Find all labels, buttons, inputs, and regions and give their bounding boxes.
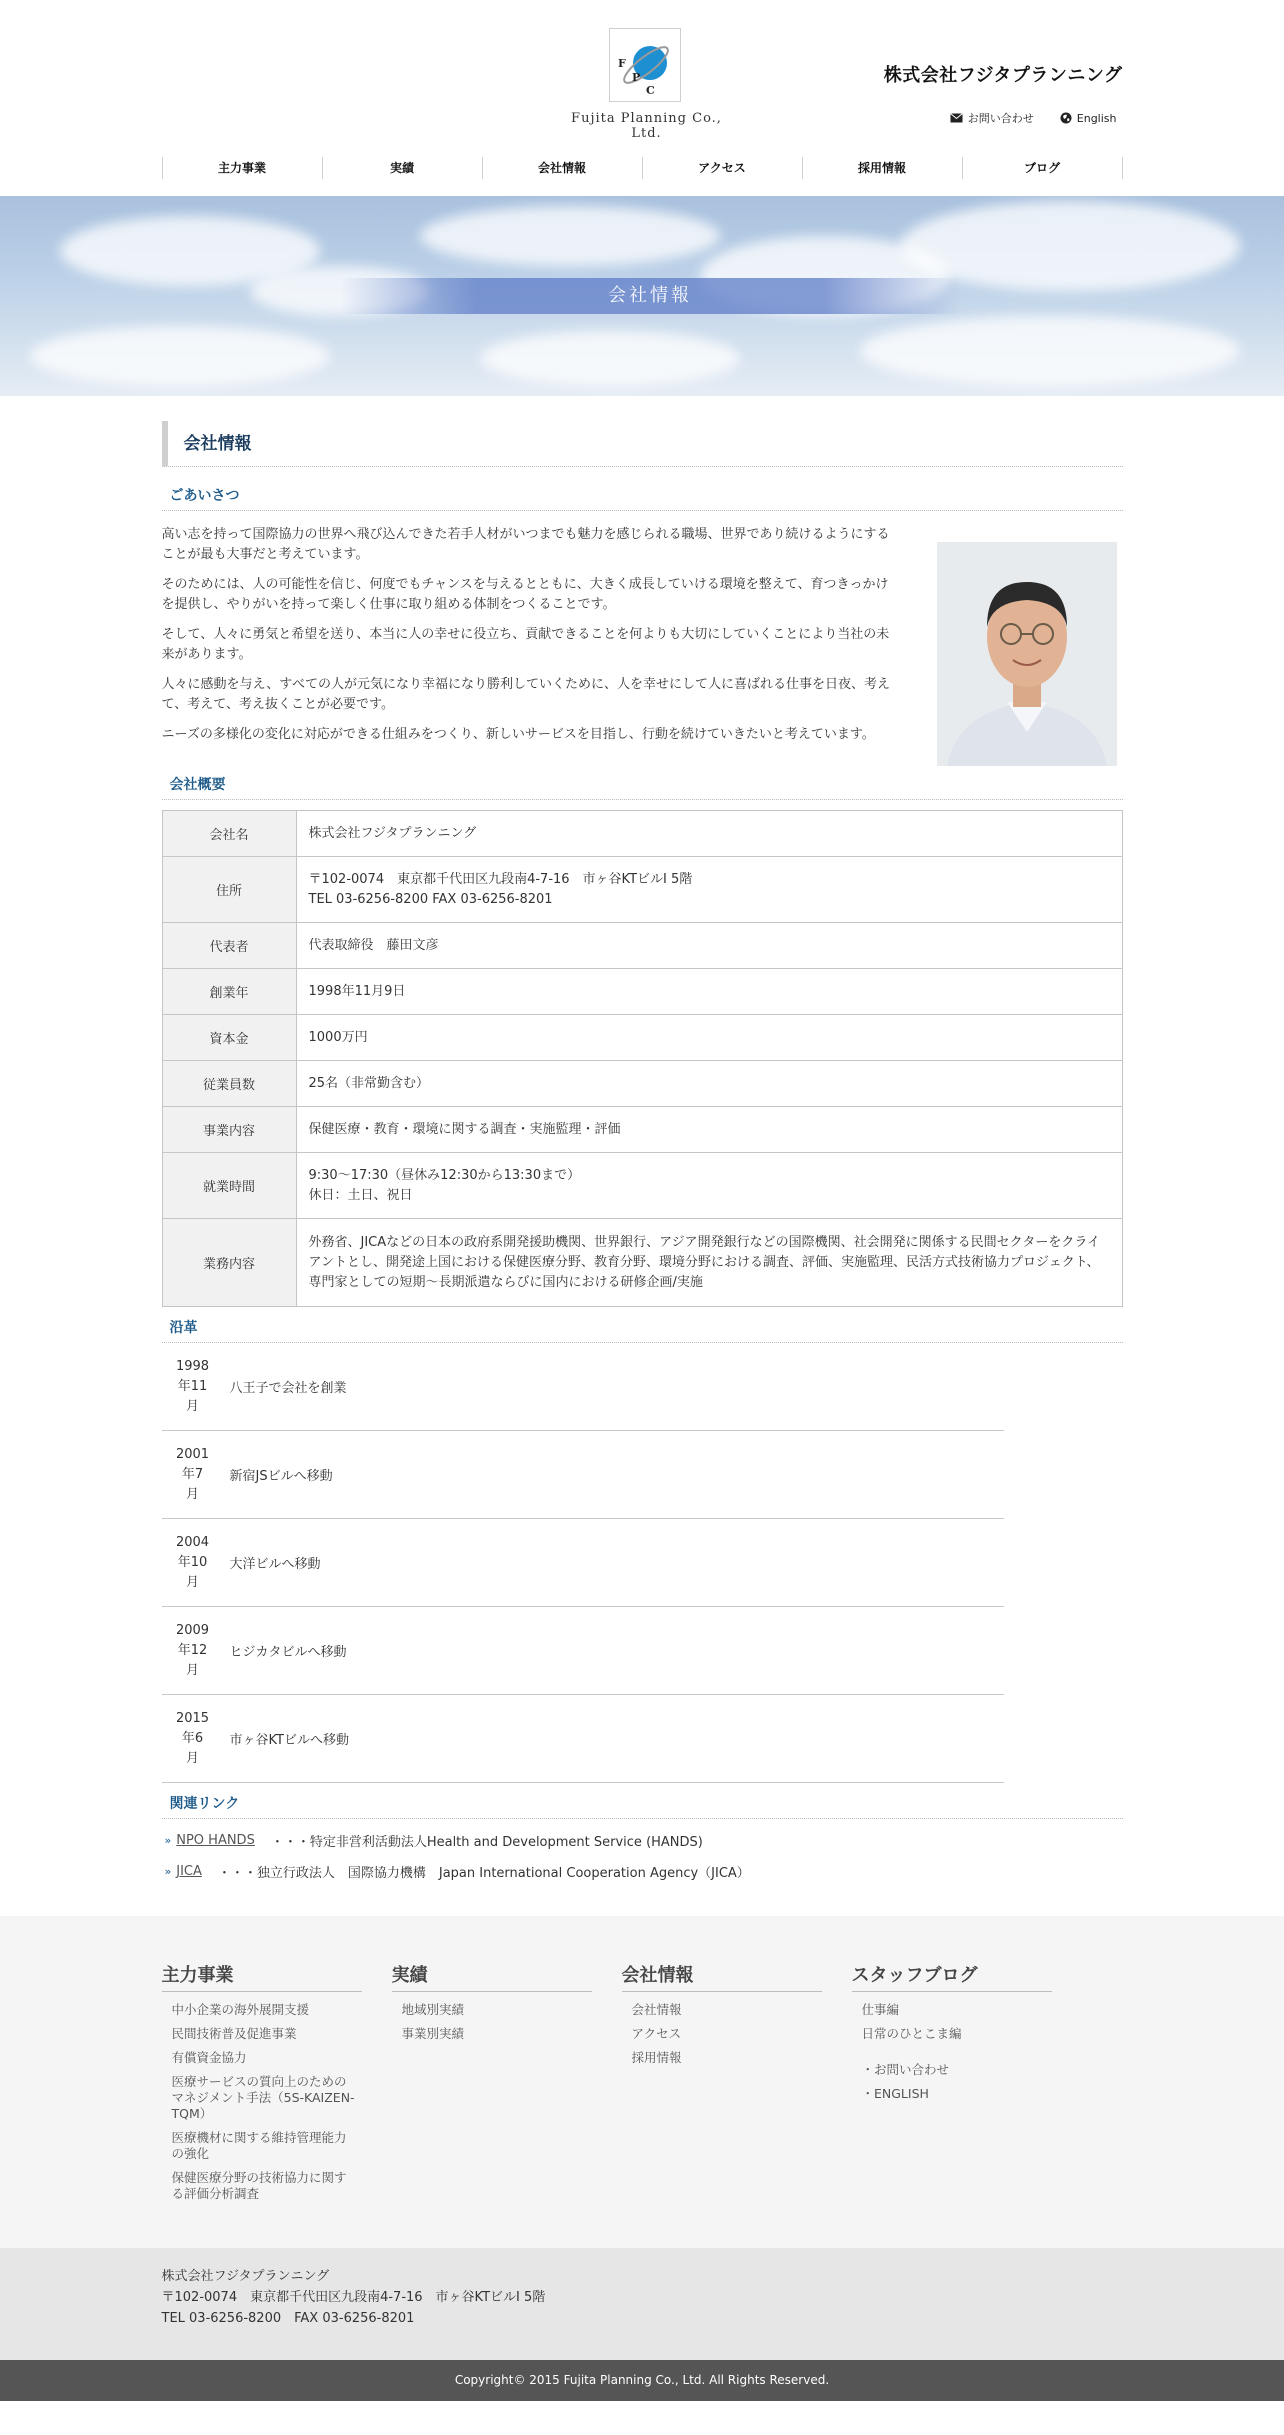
site-header (162, 0, 1123, 196)
nav-item-access[interactable]: アクセス (642, 157, 802, 179)
row-value: 株式会社フジタプランニング (296, 811, 1122, 857)
footer-column-title: スタッフブログ (852, 1961, 1052, 1992)
globe-icon (1060, 112, 1072, 124)
row-label: 創業年 (162, 969, 296, 1015)
footer-column-title: 主力事業 (162, 1961, 362, 1992)
footer-link[interactable]: 日常のひとこま編 (861, 2026, 962, 2041)
main-content (162, 396, 1123, 1881)
table-row (162, 1061, 1122, 1107)
footer-link-contact[interactable]: ・お問い合わせ (861, 2062, 950, 2077)
footer-tel-line: TEL 03-6256-8200 FAX 03-6256-8201 (161, 2311, 415, 2326)
row-value: 1000万円 (296, 1015, 1122, 1061)
english-label: English (1076, 111, 1117, 125)
footer-link[interactable]: 有償資金協力 (171, 2050, 247, 2065)
double-chevron-icon: » (164, 1834, 172, 1847)
english-link[interactable] (1060, 110, 1117, 126)
company-profile-table (162, 810, 1123, 1307)
footer-link[interactable]: 事業別実績 (401, 2026, 465, 2041)
nav-item-recruit[interactable]: 採用情報 (802, 157, 962, 179)
contact-label: お問い合わせ (967, 112, 1034, 125)
link-npo-hands[interactable]: NPO HANDS (176, 1833, 255, 1848)
row-label: 就業時間 (162, 1153, 296, 1219)
footer-company-name: 株式会社フジタプランニング (161, 2269, 330, 2284)
table-row (162, 923, 1122, 969)
footer-link[interactable]: 地域別実績 (401, 2002, 465, 2017)
list-item (162, 1695, 1004, 1783)
row-label: 資本金 (162, 1015, 296, 1061)
footer-column-results (392, 1961, 622, 2210)
president-portrait (937, 542, 1117, 766)
row-label: 代表者 (162, 923, 296, 969)
history-text: 新宿JSビルへ移動 (229, 1469, 333, 1484)
footer-link[interactable]: 採用情報 (631, 2050, 682, 2065)
history-date: 2015 年6 月 (175, 1710, 210, 1766)
history-date: 2001 年7 月 (175, 1446, 210, 1502)
header-utility-links (950, 110, 1117, 126)
greeting-text (162, 525, 892, 766)
logo-text: Fujita Planning Co., Ltd. (571, 111, 722, 141)
row-label: 業務内容 (162, 1219, 296, 1307)
portrait-image (937, 542, 1117, 766)
company-logo[interactable] (609, 28, 681, 102)
overview-title: 会社概要 (162, 774, 1123, 800)
row-value: 25名（非常勤含む） (296, 1061, 1122, 1107)
footer-link[interactable]: 仕事編 (861, 2002, 900, 2017)
row-value: 1998年11月9日 (296, 969, 1122, 1015)
links-title: 関連リンク (162, 1793, 1123, 1819)
footer-link[interactable]: 会社情報 (631, 2002, 682, 2017)
global-nav (162, 157, 1123, 179)
row-value: 9:30～17:30（昼休み12:30から13:30まで） 休日：土日、祝日 (296, 1153, 1122, 1219)
logo-icon (610, 29, 682, 103)
copyright: Copyright© 2015 Fujita Planning Co., Ltd. All Rights Reserved. (0, 2360, 1284, 2401)
svg-text:C: C (645, 84, 655, 97)
list-item (162, 1431, 1004, 1519)
row-label: 事業内容 (162, 1107, 296, 1153)
page-title: 会社情報 (162, 421, 1123, 467)
nav-item-results[interactable]: 実績 (322, 157, 482, 179)
table-row (162, 1219, 1122, 1307)
row-value: 代表取締役 藤田文彦 (296, 923, 1122, 969)
header-company-name: 株式会社フジタプランニング (883, 65, 1123, 86)
table-row (162, 811, 1122, 857)
history-text: 大洋ビルへ移動 (229, 1557, 321, 1572)
footer-column-business (162, 1961, 392, 2210)
table-row (162, 969, 1122, 1015)
footer-address-line: 〒102-0074 東京都千代田区九段南4-7-16 市ヶ谷KTビルI 5階 (161, 2290, 546, 2305)
link-jica[interactable]: JICA (176, 1864, 202, 1879)
row-value: 保健医療・教育・環境に関する調査・実施監理・評価 (296, 1107, 1122, 1153)
history-text: 市ヶ谷KTビルへ移動 (229, 1733, 349, 1748)
link-description: ・・・特定非営利活動法人Health and Development Service (HANDS) (270, 1835, 703, 1850)
svg-text:F: F (617, 57, 626, 70)
greeting-section (162, 511, 1123, 766)
greeting-paragraph: 高い志を持って国際協力の世界へ飛び込んできた若手人材がいつまでも魅力を感じられる職場、世界であり続けるようにすることが最も大事だと考えています。 (161, 527, 890, 562)
list-item (162, 1519, 1004, 1607)
footer-column-title: 実績 (392, 1961, 592, 1992)
footer-link[interactable]: 中小企業の海外展開支援 (171, 2002, 310, 2017)
greeting-paragraph: ニーズの多様化の変化に対応ができる仕組みをつくり、新しいサービスを目指し、行動を続けていきたいと考えています。 (161, 727, 875, 742)
table-row (162, 1015, 1122, 1061)
row-label: 住所 (162, 857, 296, 923)
row-label: 従業員数 (162, 1061, 296, 1107)
list-item (162, 1862, 1123, 1881)
history-date: 2004 年10 月 (175, 1534, 210, 1590)
history-text: ヒジカタビルへ移動 (229, 1645, 347, 1660)
contact-link[interactable] (950, 110, 1034, 126)
nav-item-business[interactable]: 主力事業 (162, 157, 322, 179)
footer-nav (0, 1916, 1284, 2248)
table-row (162, 857, 1122, 923)
history-date: 2009 年12 月 (175, 1622, 210, 1678)
mail-icon (950, 113, 963, 123)
table-row (162, 1107, 1122, 1153)
list-item (162, 1607, 1004, 1695)
related-links (162, 1819, 1123, 1881)
link-description: ・・・独立行政法人 国際協力機構 Japan International Cooperation Agency（JICA） (217, 1866, 750, 1881)
footer-column-blog (852, 1961, 1082, 2210)
history-text: 八王子で会社を創業 (229, 1381, 347, 1396)
row-value: 外務省、JICAなどの日本の政府系開発援助機関、世界銀行、アジア開発銀行などの国際機関、社会開発に関係する民間セクターをクライアントとし、開発途上国における保健医療分野、教育分野、環境分野における調査、評価、実施監理、民活方式技術協力プロジェクト、専門家としての短期～長期派遣ならびに国内における研修企画/実施 (296, 1219, 1122, 1307)
footer-link[interactable]: 民間技術普及促進事業 (171, 2026, 297, 2041)
row-label: 会社名 (162, 811, 296, 857)
greeting-paragraph: 人々に感動を与え、すべての人が元気になり幸福になり勝利していくために、人を幸せにして人に喜ばれる仕事を日夜、考えて、考えて、考え抜くことが必要です。 (161, 677, 891, 712)
footer-link[interactable]: 保健医療分野の技術協力に関する評価分析調査 (171, 2170, 347, 2201)
nav-item-blog[interactable]: ブログ (962, 157, 1123, 179)
footer-column-title: 会社情報 (622, 1961, 822, 1992)
footer-address (0, 2248, 1284, 2360)
footer-link[interactable]: 医療サービスの質向上のためのマネジメント手法（5S-KAIZEN-TQM） (171, 2074, 355, 2121)
double-chevron-icon: » (164, 1865, 172, 1878)
svg-text:P: P (631, 71, 640, 84)
history-title: 沿革 (162, 1317, 1123, 1343)
footer-link[interactable]: アクセス (631, 2026, 682, 2041)
footer-link[interactable]: 医療機材に関する維持管理能力の強化 (171, 2130, 347, 2161)
greeting-paragraph: そして、人々に勇気と希望を送り、本当に人の幸せに役立ち、貢献できることを何よりも大切にしていくことにより当社の未来があります。 (161, 627, 890, 662)
history-date: 1998 年11 月 (175, 1358, 210, 1414)
greeting-paragraph: そのためには、人の可能性を信じ、何度でもチャンスを与えるとともに、大きく成長していける環境を整えて、育つきっかけを提供し、やりがいを持って楽しく仕事に取り組める体制をつくることです。 (161, 577, 889, 612)
history-list (162, 1343, 1004, 1783)
row-value: 〒102-0074 東京都千代田区九段南4-7-16 市ヶ谷KTビルI 5階 TEL 03-6256-8200 FAX 03-6256-8201 (296, 857, 1122, 923)
list-item (162, 1831, 1123, 1850)
hero-banner (0, 196, 1284, 396)
footer-link-english[interactable]: ・ENGLISH (861, 2086, 929, 2101)
nav-item-company[interactable]: 会社情報 (482, 157, 642, 179)
table-row (162, 1153, 1122, 1219)
list-item (162, 1343, 1004, 1431)
footer-column-company (622, 1961, 852, 2210)
greeting-title: ごあいさつ (162, 485, 1123, 511)
hero-title: 会社情報 (340, 278, 960, 314)
